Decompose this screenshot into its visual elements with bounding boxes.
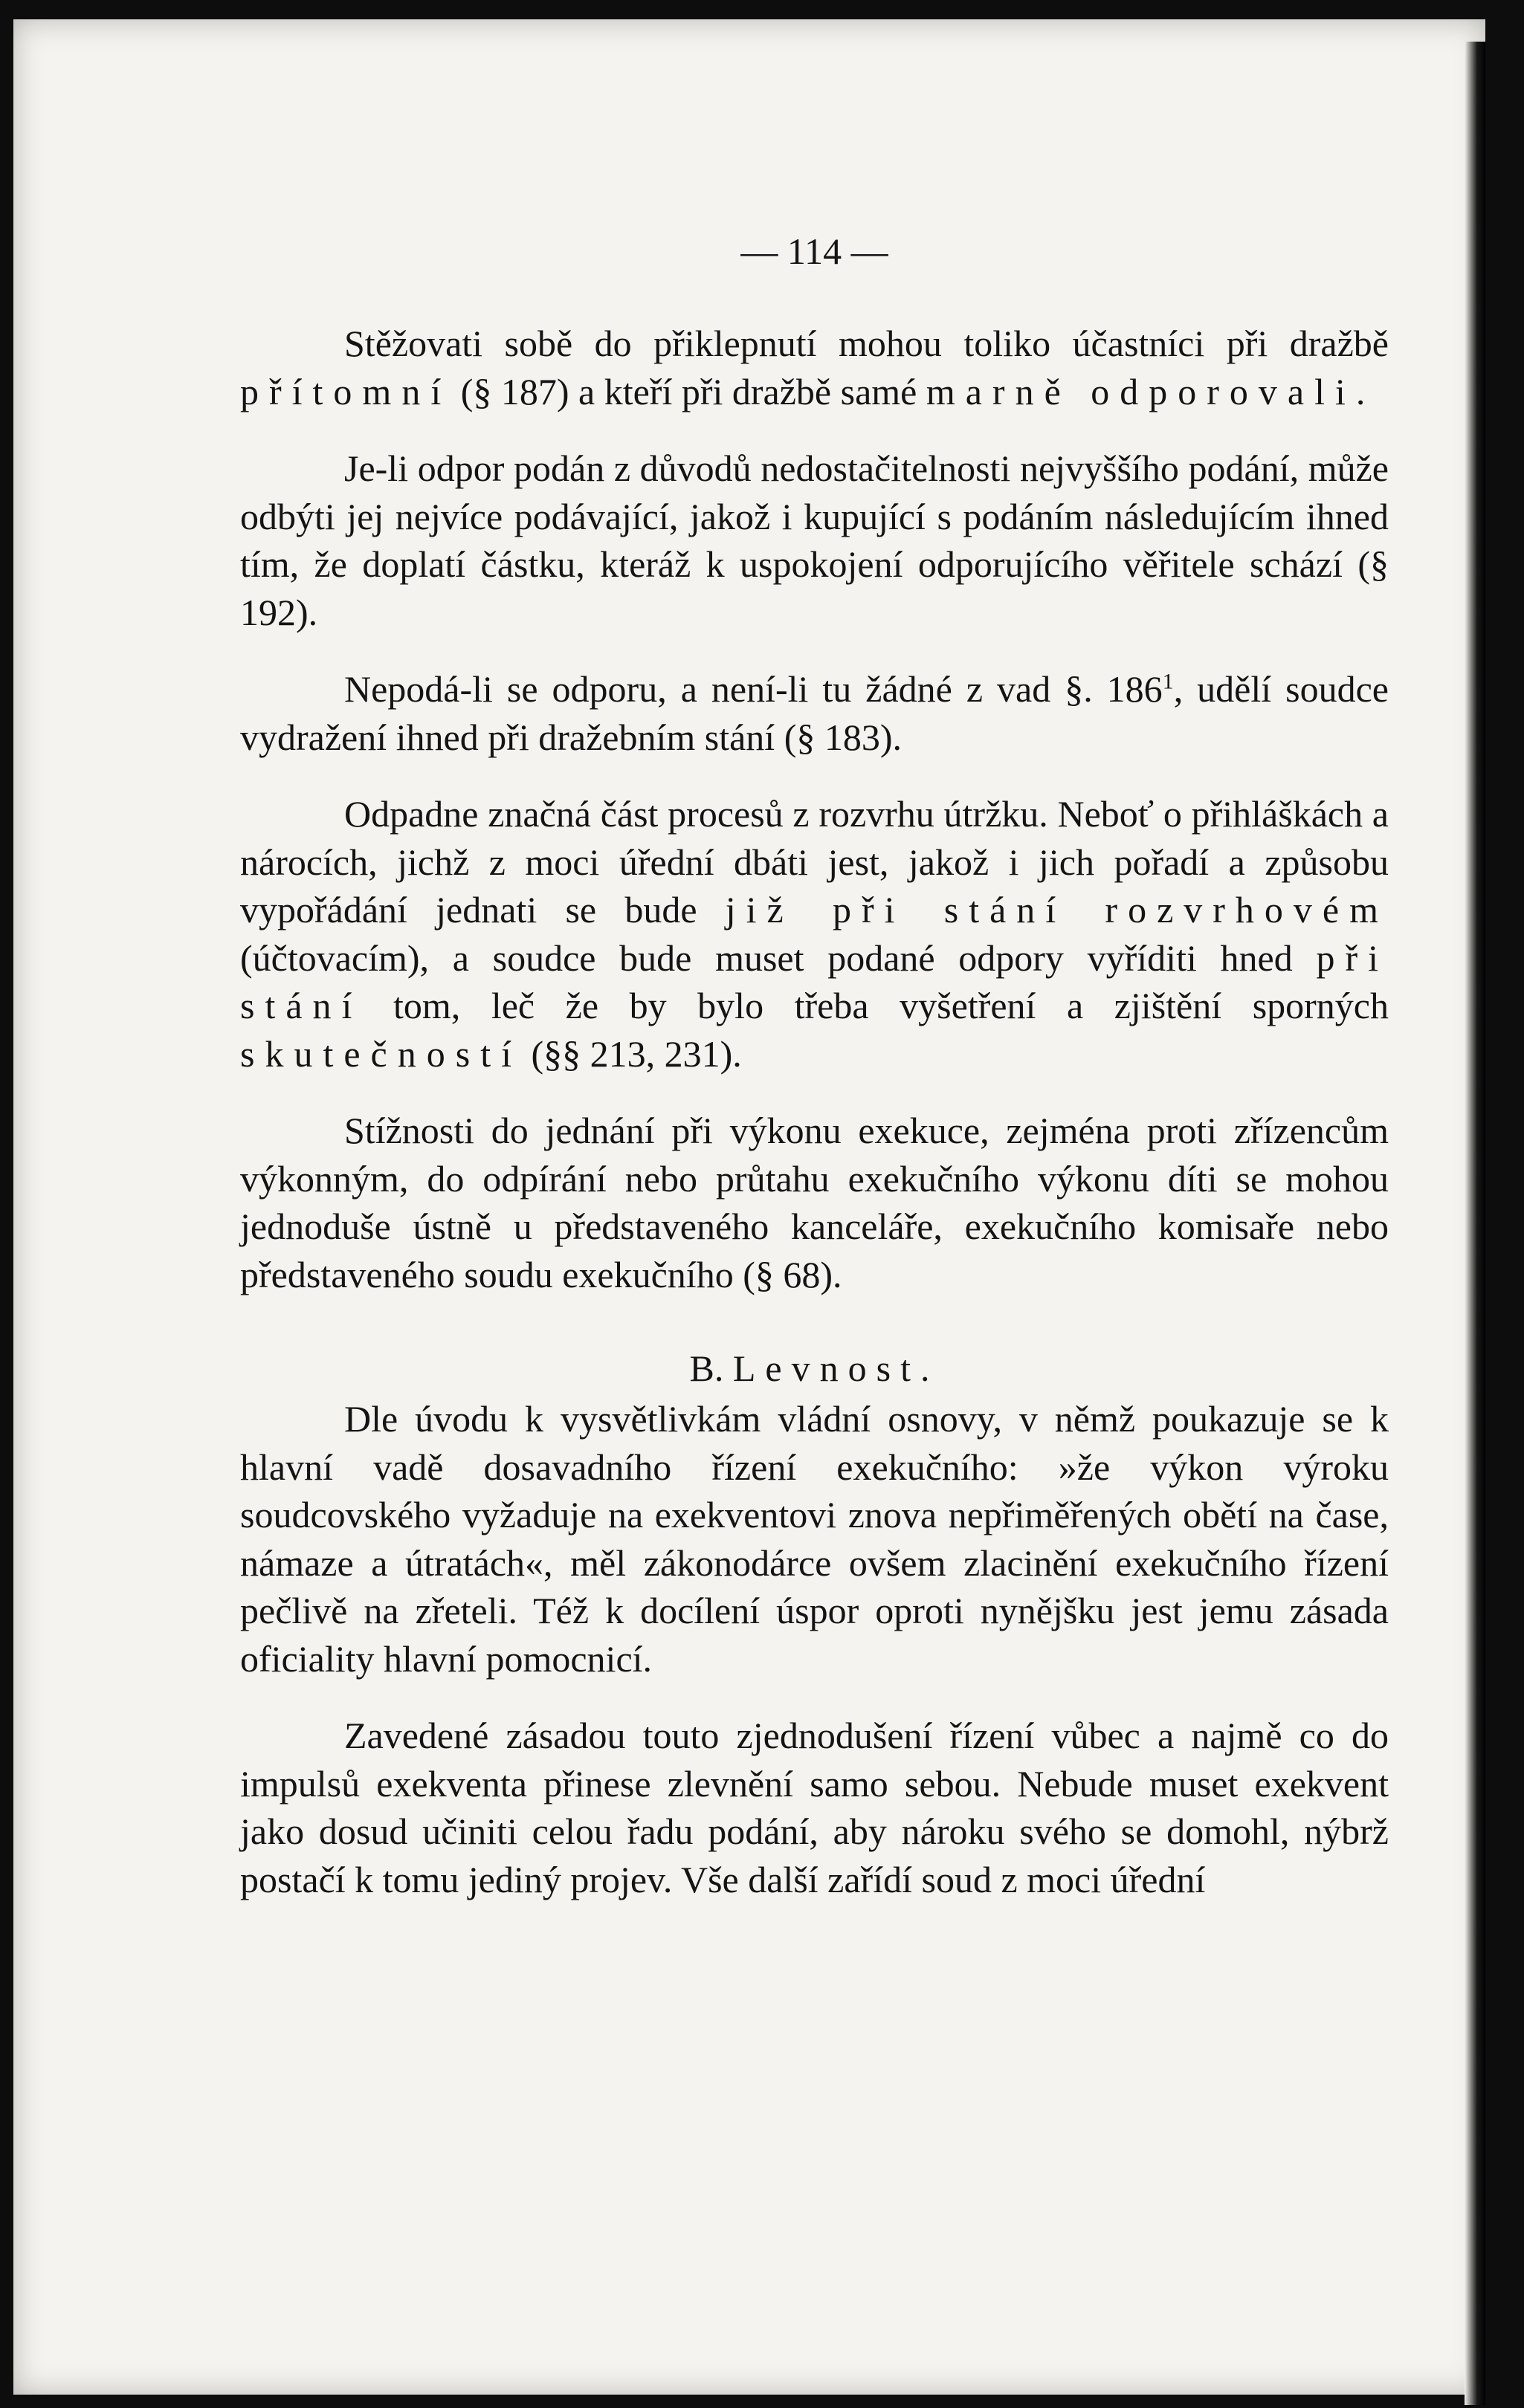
page-binding-edge	[1465, 42, 1485, 2405]
paragraph-complaints-execution: Stížnosti do jednání při výkonu exekuce, zejména proti zřízencům výkonným, do odpírání nebo průtahu exekučního výkonu díti se mohou jednoduše ústně u představeného kanceláře, exekučního komisaře nebo představeného soudu exekučního (§ 68).	[240, 1110, 1389, 1295]
page-number: — 114 —	[740, 230, 888, 272]
footnote-marker: 1	[1162, 669, 1174, 694]
emphasis-objected: marně odporovali	[926, 370, 1356, 412]
page-text	[240, 227, 1389, 1932]
emphasis-facts: skutečností	[240, 1032, 522, 1075]
paragraph-distribution-proceedings: Odpadne značná část procesů z rozvrhu útržku. Neboť o přihláškách a nárocích, jichž z moci úřední dbáti jest, jakož i jich pořadí a způsobu vypořádání jednati se bude již při stání rozvrhovém (účtovacím), a soudce bude muset podané odpory vyříditi hned při stání tom, leč že by bylo třeba vyšetření a zjištění sporných skutečností (§§ 213, 231).	[240, 793, 1389, 1075]
paragraph-complaints-auction: Stěžovati sobě do přiklepnutí mohou toliko účastníci při dražbě přítomní (§ 187) a kteří při dražbě samé marně odporovali.	[240, 323, 1389, 412]
book-page	[13, 19, 1485, 2395]
paragraph-objection-highest-bid: Je-li odpor podán z důvodů nedostačitelnosti nejvyššího podání, může odbýti jej nejvíce podávající, jakož i kupující s podáním následujícím ihned tím, že doplatí částku, kteráž k uspokojení odporujícího věřitele schází (§ 192).	[240, 447, 1389, 633]
paragraph-explanatory-notes: Dle úvodu k vysvětlivkám vládní osnovy, v němž poukazuje se k hlavní vadě dosavadního řízení exekučního: »že výkon výroku soudcovského vyžaduje na exekventovi znova nepřiměřených obětí na čase, námaze a útratách«, měl zákonodárce ovšem zlacinění exekučního řízení pečlivě na zřeteli. Též k docílení úspor oproti nynějšku jest jemu zásada oficiality hlavní pomocnicí.	[240, 1398, 1389, 1680]
emphasis-distribution-hearing: již při stání rozvrhovém	[725, 889, 1389, 930]
paragraph-simplification: Zavedené zásadou touto zjednodušení řízení vůbec a najmě co do impulsů exekventa přinese zlevnění samo sebou. Nebude muset exekvent jako dosud učiniti celou řadu podání, aby nároku svého se domohl, nýbrž postačí k tomu jediný projev. Vše další zařídí soud z moci úřední	[240, 1715, 1389, 1900]
emphasis-at-hearing: při stání	[240, 936, 1389, 1026]
section-heading-levnost: B. Levnost.	[689, 1347, 940, 1389]
emphasis-present: přítomní	[240, 370, 452, 412]
paragraph-award-at-auction: Nepodá-li se odporu, a není-li tu žádné z vad §. $186^1$, udělí soudce vydražení ihned při dražebním stání (§ 183).	[240, 668, 1389, 758]
